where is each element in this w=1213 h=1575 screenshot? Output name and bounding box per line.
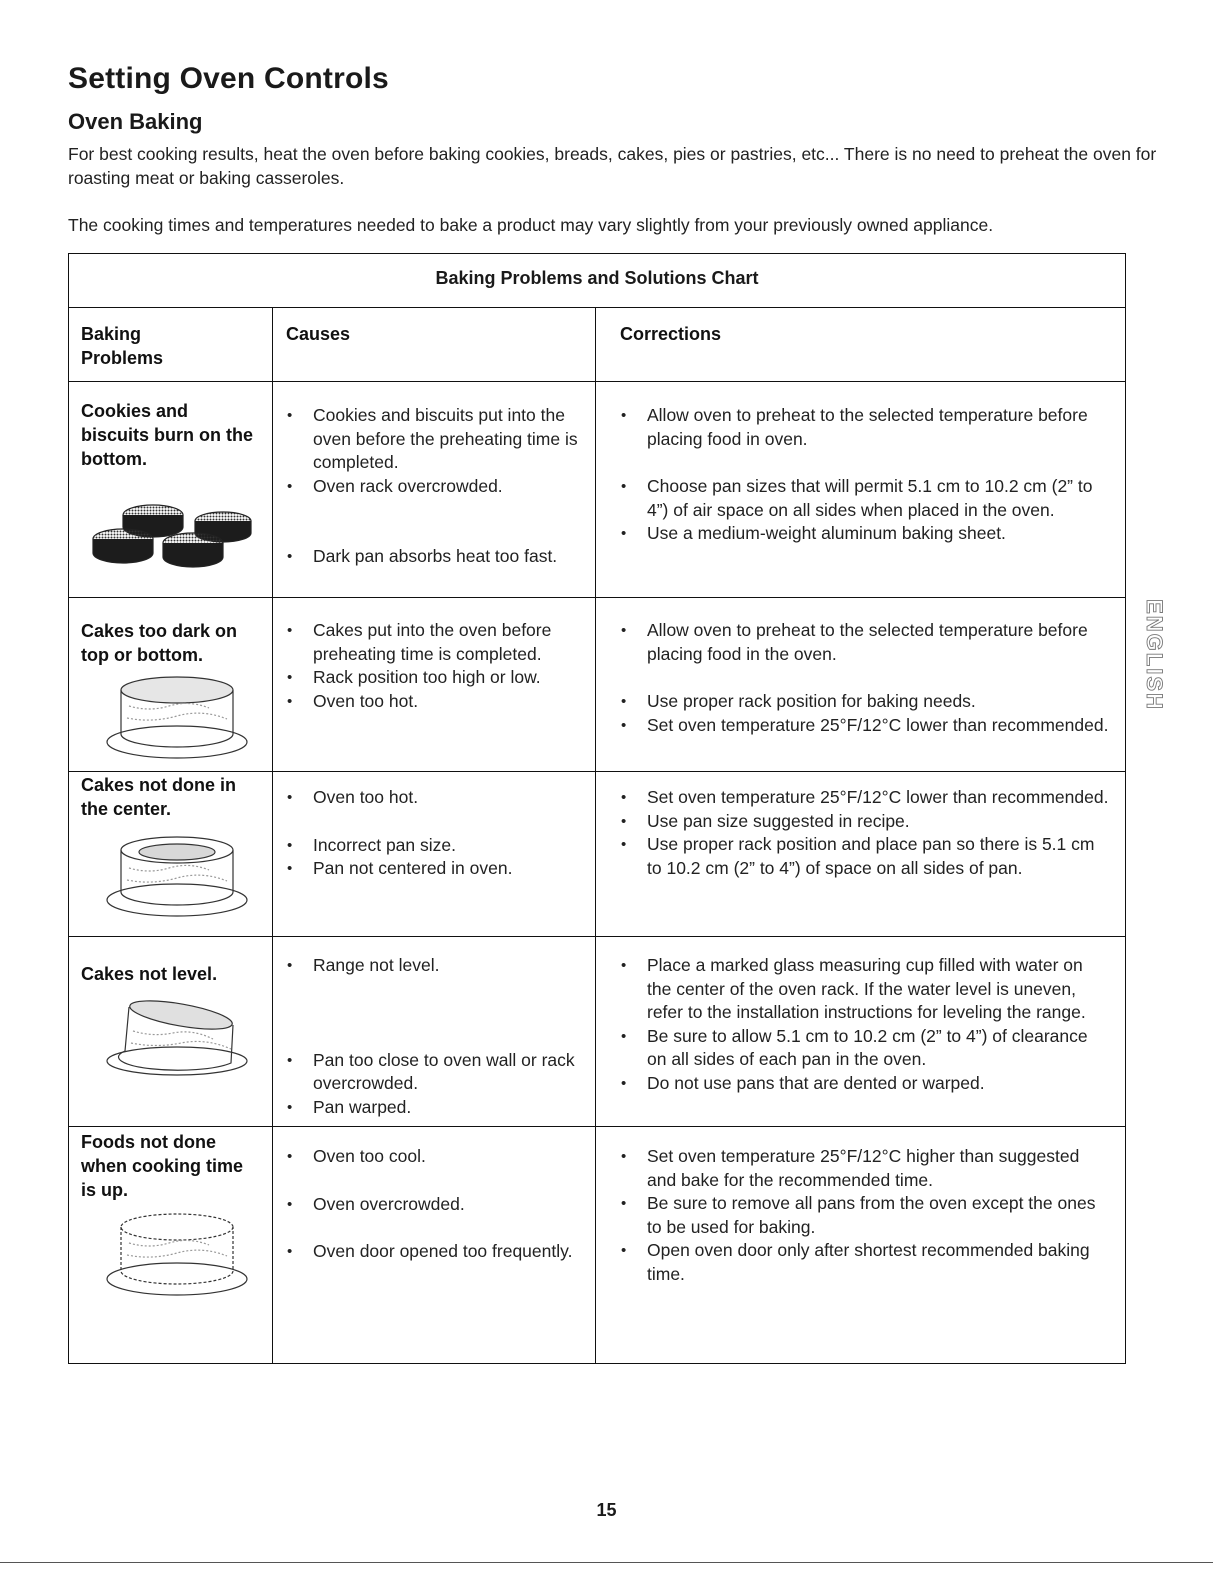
intro-paragraph: For best cooking results, heat the oven before baking cookies, breads, cakes, pies or pastries, etc... There is no need to preheat the oven for roasting meat or baking casseroles. — [68, 144, 1157, 188]
cause-item: • Pan too close to oven wall or rack overcrowded. — [286, 1049, 586, 1096]
page-title: Setting Oven Controls — [68, 62, 389, 95]
cookies-icon — [83, 479, 263, 579]
correction-item: • Open oven door only after shortest recommended baking time. — [620, 1239, 1110, 1286]
correction-item: • Set oven temperature 25°F/12°C lower than recommended. — [620, 714, 1110, 738]
cause-item: • Pan not centered in oven. — [286, 857, 586, 881]
bottom-rule — [0, 1562, 1213, 1563]
header-corrections: Corrections — [620, 324, 722, 344]
corrections-list — [620, 1145, 1110, 1286]
correction-item: • Place a marked glass measuring cup filled with water on the center of the oven rack. If the water level is uneven, refer to the installation instructions for leveling the range. — [620, 954, 1110, 1025]
row-divider — [69, 1126, 1125, 1127]
cause-item: • Oven rack overcrowded. — [286, 475, 586, 499]
cause-item: • Dark pan absorbs heat too fast. — [286, 545, 586, 569]
corrections-list — [620, 619, 1110, 737]
cause-item: • Oven too hot. — [286, 690, 586, 714]
causes-list — [286, 1145, 586, 1264]
cause-item: • Oven door opened too frequently. — [286, 1240, 586, 1264]
section-title: Oven Baking — [68, 109, 203, 134]
causes-list — [286, 786, 586, 881]
problem-label: Cookies and biscuits burn on the bottom. — [81, 401, 254, 469]
cause-item: • Oven too cool. — [286, 1145, 586, 1169]
problem-label: Cakes not level. — [81, 964, 218, 984]
cause-item: • Rack position too high or low. — [286, 666, 586, 690]
correction-item: • Use a medium-weight aluminum baking sheet. — [620, 522, 1110, 546]
causes-list — [286, 619, 586, 713]
corrections-list — [620, 404, 1110, 546]
cause-item: • Cookies and biscuits put into the oven before the preheating time is completed. — [286, 404, 586, 475]
header-problems: Baking Problems — [81, 324, 164, 368]
corrections-list — [620, 786, 1110, 880]
chart-title-divider — [69, 307, 1125, 308]
causes-list — [286, 404, 586, 569]
cake-sunken-icon — [99, 832, 259, 927]
column-divider — [272, 307, 273, 1363]
correction-item: • Do not use pans that are dented or warped. — [620, 1072, 1110, 1096]
baking-problems-chart — [68, 253, 1126, 1364]
cake-undone-icon — [99, 1209, 259, 1304]
language-side-tab — [1138, 580, 1168, 730]
cake-tilted-icon — [99, 999, 259, 1084]
row-divider — [69, 771, 1125, 772]
cause-item: • Cakes put into the oven before preheating time is completed. — [286, 619, 586, 666]
corrections-list — [620, 954, 1110, 1095]
header-causes: Causes — [286, 324, 351, 344]
correction-item: • Allow oven to preheat to the selected temperature before placing food in oven. — [620, 404, 1110, 451]
correction-item: • Use pan size suggested in recipe. — [620, 810, 1110, 834]
correction-item: • Set oven temperature 25°F/12°C higher than suggested and bake for the recommended time. — [620, 1145, 1110, 1192]
problem-label: Cakes not done in the center. — [81, 775, 237, 819]
correction-item: • Use proper rack position for baking needs. — [620, 690, 1110, 714]
correction-item: • Use proper rack position and place pan so there is 5.1 cm to 10.2 cm (2” to 4”) of space on all sides of pan. — [620, 833, 1110, 880]
causes-list — [286, 954, 586, 1119]
problem-label: Cakes too dark on top or bottom. — [81, 621, 238, 665]
correction-item: • Choose pan sizes that will permit 5.1 cm to 10.2 cm (2” to 4”) of air space on all sides when placed in the oven. — [620, 475, 1110, 522]
page-number: 15 — [596, 1500, 617, 1520]
correction-item: • Allow oven to preheat to the selected temperature before placing food in the oven. — [620, 619, 1110, 666]
cause-item: • Oven overcrowded. — [286, 1193, 586, 1217]
correction-item: • Set oven temperature 25°F/12°C lower than recommended. — [620, 786, 1110, 810]
chart-title: Baking Problems and Solutions Chart — [435, 268, 759, 288]
row-divider — [69, 936, 1125, 937]
cause-item: • Range not level. — [286, 954, 586, 978]
cake-icon — [99, 672, 259, 767]
column-divider — [595, 307, 596, 1363]
header-divider — [69, 381, 1125, 382]
cause-item: • Incorrect pan size. — [286, 834, 586, 858]
intro-note: The cooking times and temperatures needed to bake a product may vary slightly from your previously owned appliance. — [68, 215, 994, 235]
correction-item: • Be sure to remove all pans from the oven except the ones to be used for baking. — [620, 1192, 1110, 1239]
cause-item: • Oven too hot. — [286, 786, 586, 810]
problem-label: Foods not done when cooking time is up. — [81, 1132, 244, 1200]
cause-item: • Pan warped. — [286, 1096, 586, 1120]
correction-item: • Be sure to allow 5.1 cm to 10.2 cm (2” to 4”) of clearance on all sides of each pan in the oven. — [620, 1025, 1110, 1072]
side-tab-label: ENGLISH — [1142, 599, 1168, 711]
row-divider — [69, 597, 1125, 598]
